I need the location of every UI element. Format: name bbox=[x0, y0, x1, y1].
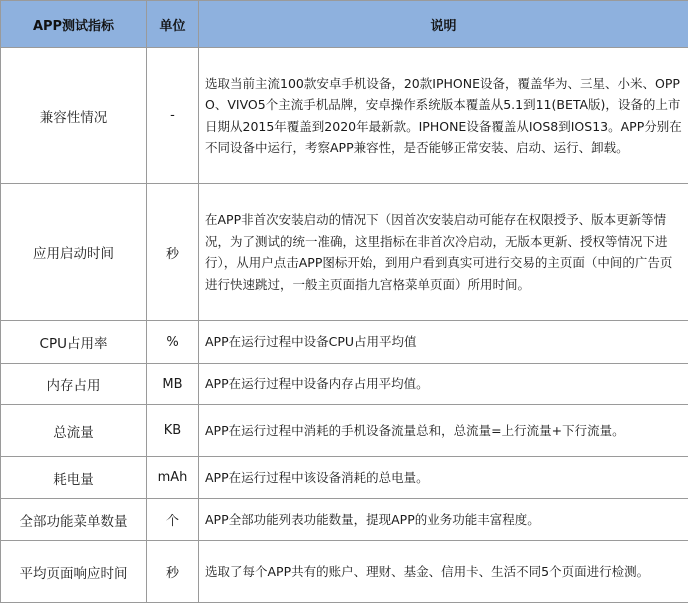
metric-description: APP全部功能列表功能数量，提现APP的业务功能丰富程度。 bbox=[199, 499, 688, 541]
metric-name: 兼容性情况 bbox=[1, 48, 147, 184]
header-description: 说明 bbox=[199, 1, 688, 48]
metric-name: 平均页面响应时间 bbox=[1, 541, 147, 603]
table-header-row bbox=[1, 1, 688, 48]
metric-name: 耗电量 bbox=[1, 457, 147, 499]
metric-description: APP在运行过程中设备内存占用平均值。 bbox=[199, 364, 688, 405]
table-row bbox=[1, 364, 688, 405]
table-row bbox=[1, 541, 688, 603]
header-unit: 单位 bbox=[147, 1, 199, 48]
metric-description: APP在运行过程中设备CPU占用平均值 bbox=[199, 321, 688, 364]
metric-unit: % bbox=[147, 321, 199, 364]
metric-description: 在APP非首次安装启动的情况下（因首次安装启动可能存在权限授予、版本更新等情况，为了测试的统一准确，这里指标在非首次冷启动，无版本更新、授权等情况下进行），从用户点击APP图标开始，到用户看到真实可进行交易的主页面（中间的广告页进行快速跳过，一般主页面指九宫格菜单页面）所用时间。 bbox=[199, 184, 688, 321]
table-row bbox=[1, 405, 688, 457]
metric-name: 全部功能菜单数量 bbox=[1, 499, 147, 541]
metric-description: APP在运行过程中消耗的手机设备流量总和，总流量=上行流量+下行流量。 bbox=[199, 405, 688, 457]
metric-unit: 秒 bbox=[147, 184, 199, 321]
metric-description: APP在运行过程中该设备消耗的总电量。 bbox=[199, 457, 688, 499]
metric-name: 应用启动时间 bbox=[1, 184, 147, 321]
metric-name: CPU占用率 bbox=[1, 321, 147, 364]
metric-unit: KB bbox=[147, 405, 199, 457]
table-row bbox=[1, 457, 688, 499]
metric-unit: mAh bbox=[147, 457, 199, 499]
metric-unit: - bbox=[147, 48, 199, 184]
metric-name: 内存占用 bbox=[1, 364, 147, 405]
metric-unit: 个 bbox=[147, 499, 199, 541]
header-metric: APP测试指标 bbox=[1, 1, 147, 48]
metric-description: 选取当前主流100款安卓手机设备，20款IPHONE设备，覆盖华为、三星、小米、OPPO、VIVO5个主流手机品牌，安卓操作系统版本覆盖从5.1到11(BETA版)，设备的上市日期从2015年覆盖到2020年最新款。IPHONE设备覆盖从IOS8到IOS13。APP分别在不同设备中运行，考察APP兼容性，是否能够正常安装、启动、运行、卸载。 bbox=[199, 48, 688, 184]
table-row bbox=[1, 184, 688, 321]
metric-unit: MB bbox=[147, 364, 199, 405]
metric-description: 选取了每个APP共有的账户、理财、基金、信用卡、生活不同5个页面进行检测。 bbox=[199, 541, 688, 603]
table-row bbox=[1, 321, 688, 364]
metric-name: 总流量 bbox=[1, 405, 147, 457]
metric-unit: 秒 bbox=[147, 541, 199, 603]
table-row bbox=[1, 499, 688, 541]
table-row bbox=[1, 48, 688, 184]
